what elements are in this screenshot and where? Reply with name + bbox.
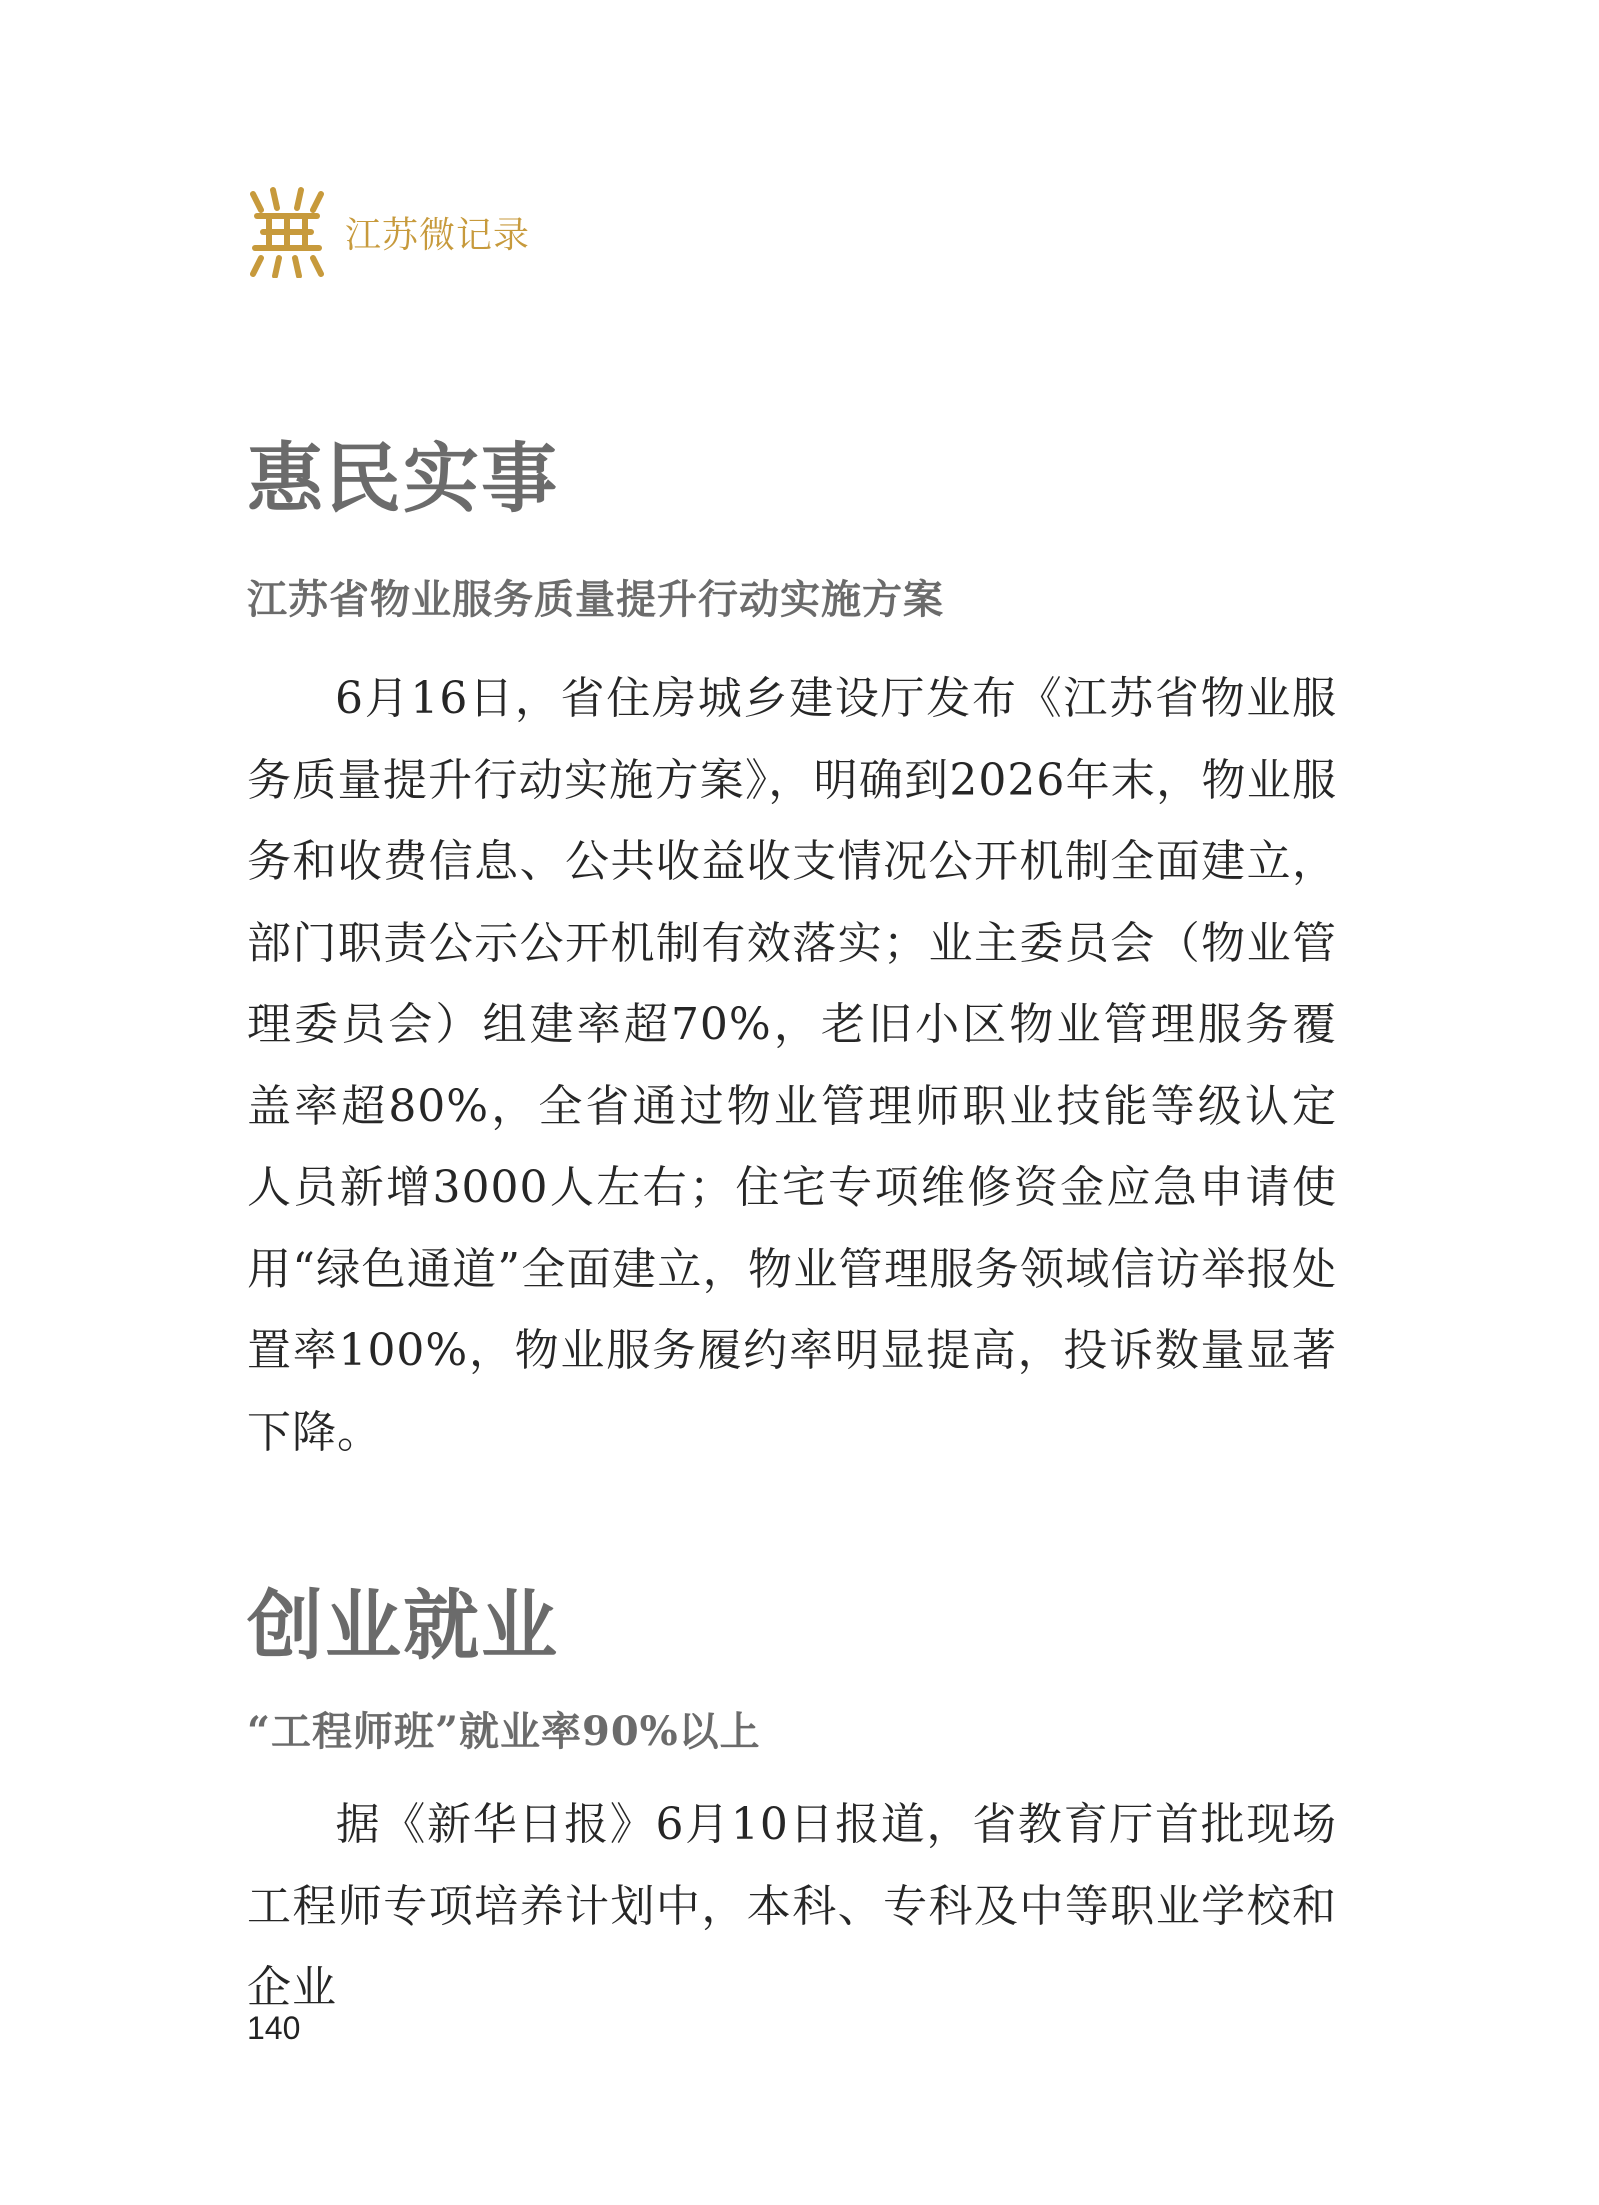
page-number: 140 bbox=[247, 2010, 301, 2046]
section-title: 惠民实事 bbox=[247, 434, 559, 523]
page-header bbox=[247, 186, 530, 278]
article-subtitle: “工程师班”就业率90%以上 bbox=[247, 1708, 761, 1755]
section-title: 创业就业 bbox=[247, 1581, 559, 1670]
article-body: 据《新华日报》6月10日报道，省教育厅首批现场工程师专项培养计划中，本科、专科及中等职业学校和企业 bbox=[247, 1799, 1337, 2013]
article-subtitle: 江苏省物业服务质量提升行动实施方案 bbox=[247, 576, 944, 623]
header-title: 江苏微记录 bbox=[345, 214, 531, 256]
jiangsu-emblem-icon bbox=[247, 186, 327, 278]
article-body: 6月16日，省住房城乡建设厅发布《江苏省物业服务质量提升行动实施方案》，明确到2026年末，物业服务和收费信息、公共收益收支情况公开机制全面建立，部门职责公示公开机制有效落实；业主委员会（物业管理委员会）组建率超70%，老旧小区物业管理服务覆盖率超80%，全省通过物业管理师职业技能等级认定人员新增3000人左右；住宅专项维修资金应急申请使用“绿色通道”全面建立，物业管理服务领域信访举报处置率100%，物业服务履约率明显提高，投诉数量显著下降。 bbox=[247, 673, 1337, 1458]
